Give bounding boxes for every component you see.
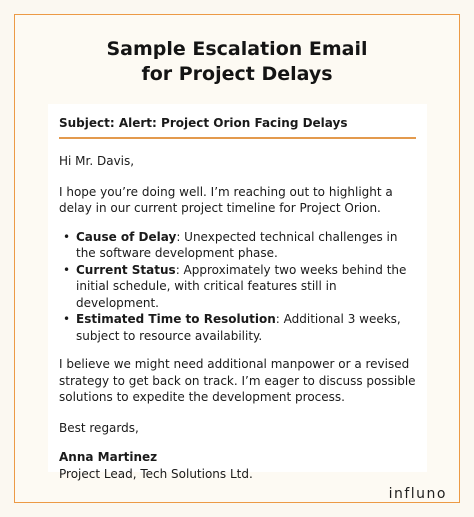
bullet-icon: • <box>63 312 71 326</box>
sender-title: Project Lead, Tech Solutions Ltd. <box>59 466 253 481</box>
email-subject: Subject: Alert: Project Orion Facing Delays <box>59 116 416 139</box>
email-greeting: Hi Mr. Davis, <box>59 154 135 168</box>
point-text: : Additional 3 weeks, subject to resource availability. <box>76 312 401 343</box>
bullet-icon: • <box>63 229 71 244</box>
list-item <box>63 311 416 344</box>
brand-logo <box>389 486 447 502</box>
email-closing: I believe we might need additional manpower or a revised strategy to get back on track. I’m eager to discuss possible solutions to expedite the development process. <box>59 357 416 404</box>
point-label: Cause of Delay <box>76 229 177 244</box>
email-card <box>48 104 427 481</box>
title-line-1: Sample Escalation Email <box>106 38 368 60</box>
title-line-2: for Project Delays <box>141 63 333 85</box>
delay-details-list <box>59 229 416 345</box>
email-sign-off: Best regards, <box>59 420 139 435</box>
page-title <box>0 37 474 87</box>
point-text: : Unexpected technical challenges in the software development phase. <box>76 229 398 260</box>
bullet-icon: • <box>63 262 71 277</box>
point-label: Estimated Time to Resolution <box>76 312 276 326</box>
sender-name: Anna Martinez <box>59 450 158 464</box>
list-item <box>63 262 416 312</box>
email-body <box>59 153 416 482</box>
email-intro: I hope you’re doing well. I’m reaching out to highlight a delay in our current project timeline for Project Orion. <box>59 184 393 215</box>
point-label: Current Status <box>76 262 176 277</box>
list-item <box>63 229 416 262</box>
brand-logo-text: influno <box>388 486 447 502</box>
point-text: : Approximately two weeks behind the initial schedule, with critical features still in development. <box>76 262 407 310</box>
